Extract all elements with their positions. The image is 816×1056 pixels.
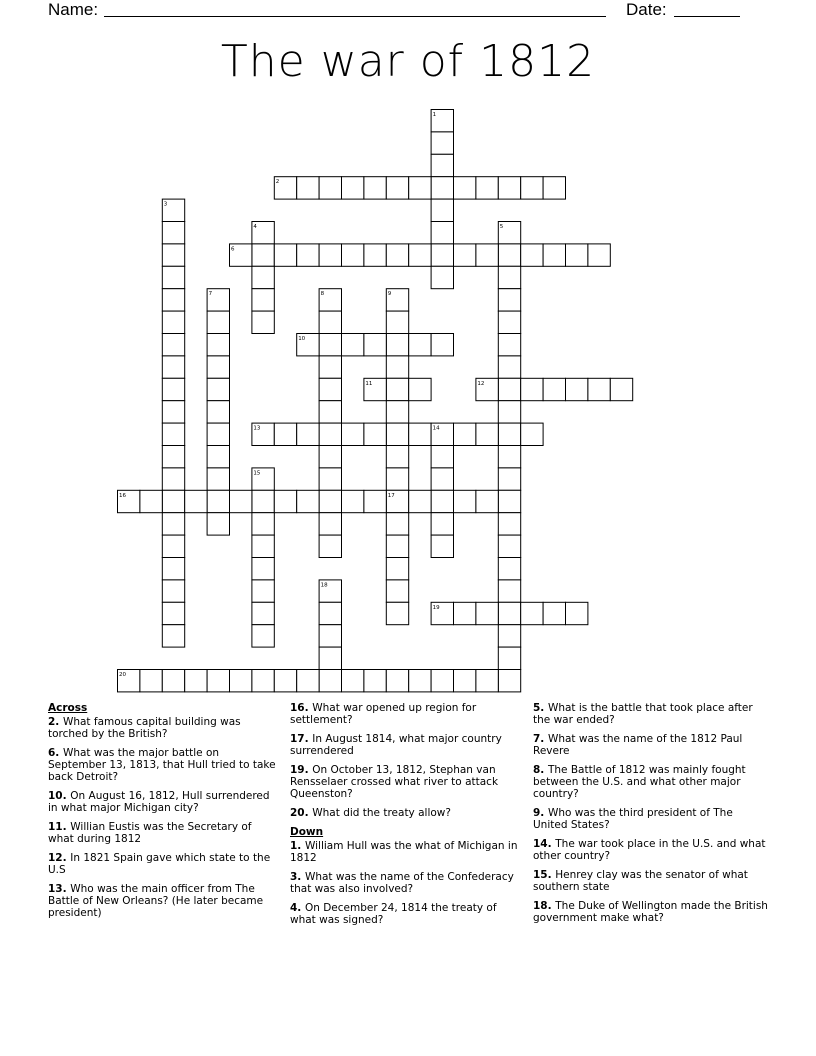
grid-cell[interactable] xyxy=(162,334,184,356)
grid-cell[interactable] xyxy=(386,334,408,356)
grid-cell[interactable] xyxy=(252,289,274,311)
grid-cell[interactable] xyxy=(274,244,296,266)
grid-cell[interactable] xyxy=(185,490,207,512)
clue-number: 9. xyxy=(533,807,548,819)
grid-clue-number: 16 xyxy=(119,492,126,499)
clue-item xyxy=(290,702,522,726)
grid-cell[interactable] xyxy=(207,670,229,692)
clue-text: What was the major battle on September 13, 1813, that Hull tried to take back Detroit? xyxy=(48,747,276,783)
grid-cell[interactable] xyxy=(476,244,498,266)
grid-cell[interactable] xyxy=(319,513,341,535)
grid-cell[interactable] xyxy=(431,446,453,468)
grid-cell[interactable] xyxy=(409,378,431,400)
grid-cell[interactable] xyxy=(342,177,364,199)
grid-cell[interactable] xyxy=(207,423,229,445)
grid-cell[interactable] xyxy=(476,670,498,692)
grid-cell[interactable] xyxy=(543,378,565,400)
grid-cell[interactable] xyxy=(319,378,341,400)
grid-cell[interactable] xyxy=(409,334,431,356)
grid-cell[interactable] xyxy=(162,423,184,445)
clue-number: 18. xyxy=(533,900,556,912)
grid-cell[interactable] xyxy=(297,177,319,199)
grid-clue-number: 7 xyxy=(208,291,213,298)
grid-cell[interactable] xyxy=(521,244,543,266)
grid-cell[interactable] xyxy=(431,535,453,557)
clue-item xyxy=(533,838,769,862)
grid-cell[interactable] xyxy=(409,423,431,445)
grid-cell[interactable] xyxy=(431,154,453,176)
grid-cell[interactable] xyxy=(162,222,184,244)
grid-cell[interactable] xyxy=(498,378,520,400)
clue-number: 4. xyxy=(290,902,305,914)
grid-cell[interactable] xyxy=(252,535,274,557)
grid-cell[interactable] xyxy=(364,490,386,512)
clues-column-3 xyxy=(533,702,769,931)
clue-item xyxy=(290,902,522,926)
clue-number: 13. xyxy=(48,883,71,895)
grid-cell[interactable] xyxy=(498,625,520,647)
grid-cell[interactable] xyxy=(454,670,476,692)
grid-cell[interactable] xyxy=(252,580,274,602)
grid-cell[interactable] xyxy=(207,401,229,423)
grid-cell[interactable] xyxy=(252,670,274,692)
grid-cell[interactable] xyxy=(319,311,341,333)
grid-cell[interactable] xyxy=(207,446,229,468)
grid-cell[interactable] xyxy=(162,266,184,288)
grid-cell[interactable] xyxy=(498,468,520,490)
clue-item xyxy=(290,871,522,895)
grid-cell[interactable] xyxy=(364,423,386,445)
grid-clue-number: 11 xyxy=(365,380,373,387)
grid-cell[interactable] xyxy=(431,266,453,288)
clue-text: What did the treaty allow? xyxy=(312,807,451,819)
grid-cell[interactable] xyxy=(610,378,632,400)
grid-cell[interactable] xyxy=(386,558,408,580)
clues-column-2 xyxy=(290,702,522,933)
clue-text: In August 1814, what major country surrendered xyxy=(290,733,502,757)
grid-cell[interactable] xyxy=(409,177,431,199)
clue-number: 11. xyxy=(48,821,71,833)
grid-cell[interactable] xyxy=(162,513,184,535)
grid-cell[interactable] xyxy=(162,401,184,423)
clue-number: 7. xyxy=(533,733,548,745)
grid-cell[interactable] xyxy=(386,311,408,333)
grid-cell[interactable] xyxy=(431,334,453,356)
grid-cell[interactable] xyxy=(319,535,341,557)
clue-text: William Hull was the what of Michigan in 1812 xyxy=(290,840,518,864)
clue-number: 5. xyxy=(533,702,548,714)
grid-cell[interactable] xyxy=(207,513,229,535)
grid-cell[interactable] xyxy=(386,513,408,535)
grid-clue-number: 19 xyxy=(432,604,440,611)
clue-text: On August 16, 1812, Hull surrendered in what major Michigan city? xyxy=(48,790,270,814)
grid-cell[interactable] xyxy=(454,423,476,445)
across-heading: Across xyxy=(48,702,88,714)
grid-cell[interactable] xyxy=(207,490,229,512)
grid-cell[interactable] xyxy=(319,602,341,624)
grid-cell[interactable] xyxy=(454,177,476,199)
grid-cell[interactable] xyxy=(342,490,364,512)
grid-cell[interactable] xyxy=(566,378,588,400)
clue-number: 20. xyxy=(290,807,313,819)
down-clue-list xyxy=(290,840,522,926)
grid-cell[interactable] xyxy=(454,244,476,266)
grid-cell[interactable] xyxy=(319,468,341,490)
grid-clue-number: 9 xyxy=(387,291,392,298)
grid-cell[interactable] xyxy=(297,423,319,445)
grid-cell[interactable] xyxy=(588,378,610,400)
grid-clue-number: 1 xyxy=(432,112,437,118)
clue-text: Willian Eustis was the Secretary of what during 1812 xyxy=(48,821,252,845)
grid-cell[interactable] xyxy=(498,423,520,445)
grid-cell[interactable] xyxy=(498,490,520,512)
grid-cell[interactable] xyxy=(207,334,229,356)
clue-text: What war opened up region for settlement? xyxy=(290,702,477,726)
grid-cell[interactable] xyxy=(498,602,520,624)
grid-cell[interactable] xyxy=(162,378,184,400)
grid-cell[interactable] xyxy=(521,378,543,400)
grid-cell[interactable] xyxy=(364,334,386,356)
grid-cell[interactable] xyxy=(498,289,520,311)
grid-cell[interactable] xyxy=(386,446,408,468)
grid-cell[interactable] xyxy=(476,602,498,624)
grid-cell[interactable] xyxy=(498,356,520,378)
grid-cell[interactable] xyxy=(386,244,408,266)
grid-cell[interactable] xyxy=(230,670,252,692)
grid-cell[interactable] xyxy=(140,490,162,512)
grid-cell[interactable] xyxy=(409,490,431,512)
grid-clue-number: 13 xyxy=(253,425,261,432)
grid-cell[interactable] xyxy=(185,670,207,692)
clue-number: 16. xyxy=(290,702,313,714)
clue-number: 2. xyxy=(48,716,63,728)
grid-cell[interactable] xyxy=(498,558,520,580)
grid-cell[interactable] xyxy=(252,244,274,266)
grid-cell[interactable] xyxy=(498,513,520,535)
grid-cell[interactable] xyxy=(162,289,184,311)
grid-cell[interactable] xyxy=(431,244,453,266)
clue-text: On October 13, 1812, Stephan van Rensselaer crossed what river to attack Queenston? xyxy=(290,764,499,800)
grid-cell[interactable] xyxy=(498,446,520,468)
grid-cell[interactable] xyxy=(207,356,229,378)
grid-cell[interactable] xyxy=(431,513,453,535)
clue-item xyxy=(290,807,522,819)
grid-cell[interactable] xyxy=(319,356,341,378)
grid-cell[interactable] xyxy=(386,580,408,602)
grid-cell[interactable] xyxy=(409,244,431,266)
grid-clue-number: 20 xyxy=(119,672,126,678)
grid-clue-number: 12 xyxy=(477,380,485,387)
clue-number: 19. xyxy=(290,764,313,776)
clue-text: The war took place in the U.S. and what other country? xyxy=(533,838,766,862)
grid-cell[interactable] xyxy=(319,244,341,266)
clue-text: What is the battle that took place after the war ended? xyxy=(533,702,753,726)
grid-cell[interactable] xyxy=(274,490,296,512)
grid-cell[interactable] xyxy=(252,490,274,512)
grid-clue-number: 3 xyxy=(163,201,168,208)
clue-item xyxy=(290,733,522,757)
grid-cell[interactable] xyxy=(162,490,184,512)
grid-clue-number: 10 xyxy=(298,336,306,342)
grid-cell[interactable] xyxy=(319,334,341,356)
clue-item xyxy=(48,716,276,740)
grid-cell[interactable] xyxy=(498,647,520,669)
grid-cell[interactable] xyxy=(566,602,588,624)
clue-item xyxy=(533,702,769,726)
grid-cell[interactable] xyxy=(162,558,184,580)
grid-cell[interactable] xyxy=(162,535,184,557)
grid-cell[interactable] xyxy=(207,468,229,490)
grid-cell[interactable] xyxy=(252,513,274,535)
grid-cell[interactable] xyxy=(386,401,408,423)
grid-cell[interactable] xyxy=(252,602,274,624)
clue-item xyxy=(290,840,522,864)
clue-text: The Battle of 1812 was mainly fought between the U.S. and what other major country? xyxy=(533,764,746,800)
grid-cell[interactable] xyxy=(162,625,184,647)
grid-cell[interactable] xyxy=(364,670,386,692)
grid-cell[interactable] xyxy=(319,647,341,669)
grid-cell[interactable] xyxy=(252,266,274,288)
grid-cell[interactable] xyxy=(454,490,476,512)
grid-cell[interactable] xyxy=(274,670,296,692)
grid-cell[interactable] xyxy=(252,311,274,333)
grid-cell[interactable] xyxy=(566,244,588,266)
clue-number: 3. xyxy=(290,871,305,883)
page-title: The war of 1812 xyxy=(220,36,596,87)
clue-number: 14. xyxy=(533,838,556,850)
grid-cell[interactable] xyxy=(162,468,184,490)
grid-cell[interactable] xyxy=(319,625,341,647)
grid-cell[interactable] xyxy=(386,177,408,199)
grid-cell[interactable] xyxy=(319,401,341,423)
grid-cell[interactable] xyxy=(386,378,408,400)
grid-cell[interactable] xyxy=(543,244,565,266)
grid-cell[interactable] xyxy=(297,490,319,512)
grid-cell[interactable] xyxy=(297,244,319,266)
grid-clue-number: 4 xyxy=(253,224,257,230)
grid-clue-number: 2 xyxy=(275,179,280,186)
grid-cell[interactable] xyxy=(431,132,453,154)
clue-item xyxy=(533,764,769,800)
clue-text: The Duke of Wellington made the British government make what? xyxy=(533,900,768,924)
down-clue-list-continued xyxy=(533,702,769,924)
grid-cell[interactable] xyxy=(364,244,386,266)
grid-clue-number: 17 xyxy=(387,492,395,499)
grid-cell[interactable] xyxy=(297,670,319,692)
clue-item xyxy=(533,807,769,831)
clue-item xyxy=(48,852,276,876)
grid-cell[interactable] xyxy=(274,423,296,445)
clue-item xyxy=(290,764,522,800)
grid-cell[interactable] xyxy=(342,244,364,266)
grid-cell[interactable] xyxy=(386,602,408,624)
grid-cell[interactable] xyxy=(521,423,543,445)
grid-cell[interactable] xyxy=(431,199,453,221)
grid-cell[interactable] xyxy=(476,423,498,445)
grid-cell[interactable] xyxy=(386,468,408,490)
across-clue-list xyxy=(48,716,276,919)
grid-cell[interactable] xyxy=(319,177,341,199)
grid-cell[interactable] xyxy=(162,580,184,602)
grid-cell[interactable] xyxy=(386,670,408,692)
grid-cell[interactable] xyxy=(230,490,252,512)
grid-cell[interactable] xyxy=(498,266,520,288)
grid-cell[interactable] xyxy=(431,222,453,244)
grid-cell[interactable] xyxy=(162,670,184,692)
grid-cell[interactable] xyxy=(476,177,498,199)
grid-cell[interactable] xyxy=(476,490,498,512)
grid-cell[interactable] xyxy=(409,670,431,692)
grid-cell[interactable] xyxy=(521,177,543,199)
name-label: Name: xyxy=(48,0,99,19)
grid-cell[interactable] xyxy=(342,670,364,692)
clue-number: 8. xyxy=(533,764,548,776)
grid-cell[interactable] xyxy=(431,670,453,692)
clue-text: What famous capital building was torched by the British? xyxy=(48,716,241,740)
grid-cell[interactable] xyxy=(364,177,386,199)
grid-cell[interactable] xyxy=(498,535,520,557)
clue-item xyxy=(48,821,276,845)
grid-clue-number: 15 xyxy=(253,470,261,477)
grid-cell[interactable] xyxy=(162,356,184,378)
clue-item xyxy=(533,900,769,924)
grid-cell[interactable] xyxy=(588,244,610,266)
grid-cell[interactable] xyxy=(498,401,520,423)
grid-cell[interactable] xyxy=(252,558,274,580)
clue-item xyxy=(48,790,276,814)
grid-cell[interactable] xyxy=(431,490,453,512)
clue-text: Henrey clay was the senator of what southern state xyxy=(533,869,748,893)
clues-column-1 xyxy=(48,702,276,926)
grid-cell[interactable] xyxy=(498,311,520,333)
grid-clue-number: 14 xyxy=(432,425,440,432)
grid-cell[interactable] xyxy=(319,490,341,512)
clue-text: Who was the main officer from The Battle of New Orleans? (He later became president) xyxy=(48,883,264,919)
across-clue-list-continued xyxy=(290,702,522,819)
grid-cell[interactable] xyxy=(521,602,543,624)
grid-cell[interactable] xyxy=(543,602,565,624)
grid-clue-number: 5 xyxy=(499,224,504,230)
grid-cell[interactable] xyxy=(498,580,520,602)
down-heading: Down xyxy=(290,826,324,838)
clue-number: 12. xyxy=(48,852,71,864)
clue-number: 1. xyxy=(290,840,305,852)
grid-cell[interactable] xyxy=(431,177,453,199)
clue-number: 6. xyxy=(48,747,63,759)
clue-text: What was the name of the Confederacy that was also involved? xyxy=(290,871,514,895)
grid-cell[interactable] xyxy=(162,446,184,468)
grid-clue-number: 6 xyxy=(231,246,235,253)
date-label: Date: xyxy=(626,0,667,19)
grid-cell[interactable] xyxy=(498,670,520,692)
grid-cell[interactable] xyxy=(431,468,453,490)
grid-clue-number: 18 xyxy=(320,582,328,589)
clue-item xyxy=(48,883,276,919)
grid-cell[interactable] xyxy=(386,356,408,378)
grid-cell[interactable] xyxy=(386,535,408,557)
grid-cell[interactable] xyxy=(454,602,476,624)
clue-number: 15. xyxy=(533,869,556,881)
grid-cell[interactable] xyxy=(207,378,229,400)
grid-cell[interactable] xyxy=(319,670,341,692)
clue-text: Who was the third president of The United States? xyxy=(533,807,733,831)
clue-item xyxy=(48,747,276,783)
clue-text: What was the name of the 1812 Paul Revere xyxy=(533,733,743,757)
grid-cell[interactable] xyxy=(498,177,520,199)
clue-text: On December 24, 1814 the treaty of what was signed? xyxy=(290,902,497,926)
grid-cell[interactable] xyxy=(162,602,184,624)
clue-number: 17. xyxy=(290,733,313,745)
grid-cell[interactable] xyxy=(543,177,565,199)
grid-cell[interactable] xyxy=(207,311,229,333)
clue-item xyxy=(533,733,769,757)
grid-cell[interactable] xyxy=(140,670,162,692)
grid-cell[interactable] xyxy=(162,311,184,333)
grid-cell[interactable] xyxy=(342,334,364,356)
clue-item xyxy=(533,869,769,893)
clue-text: In 1821 Spain gave which state to the U.S xyxy=(48,852,271,876)
grid-cell[interactable] xyxy=(319,423,341,445)
grid-cell[interactable] xyxy=(162,244,184,266)
grid-cell[interactable] xyxy=(252,625,274,647)
grid-cell[interactable] xyxy=(498,334,520,356)
grid-cell[interactable] xyxy=(319,446,341,468)
grid-cell[interactable] xyxy=(386,423,408,445)
grid-cell[interactable] xyxy=(498,244,520,266)
grid-cell[interactable] xyxy=(342,423,364,445)
clue-number: 10. xyxy=(48,790,71,802)
grid-clue-number: 8 xyxy=(320,291,325,298)
